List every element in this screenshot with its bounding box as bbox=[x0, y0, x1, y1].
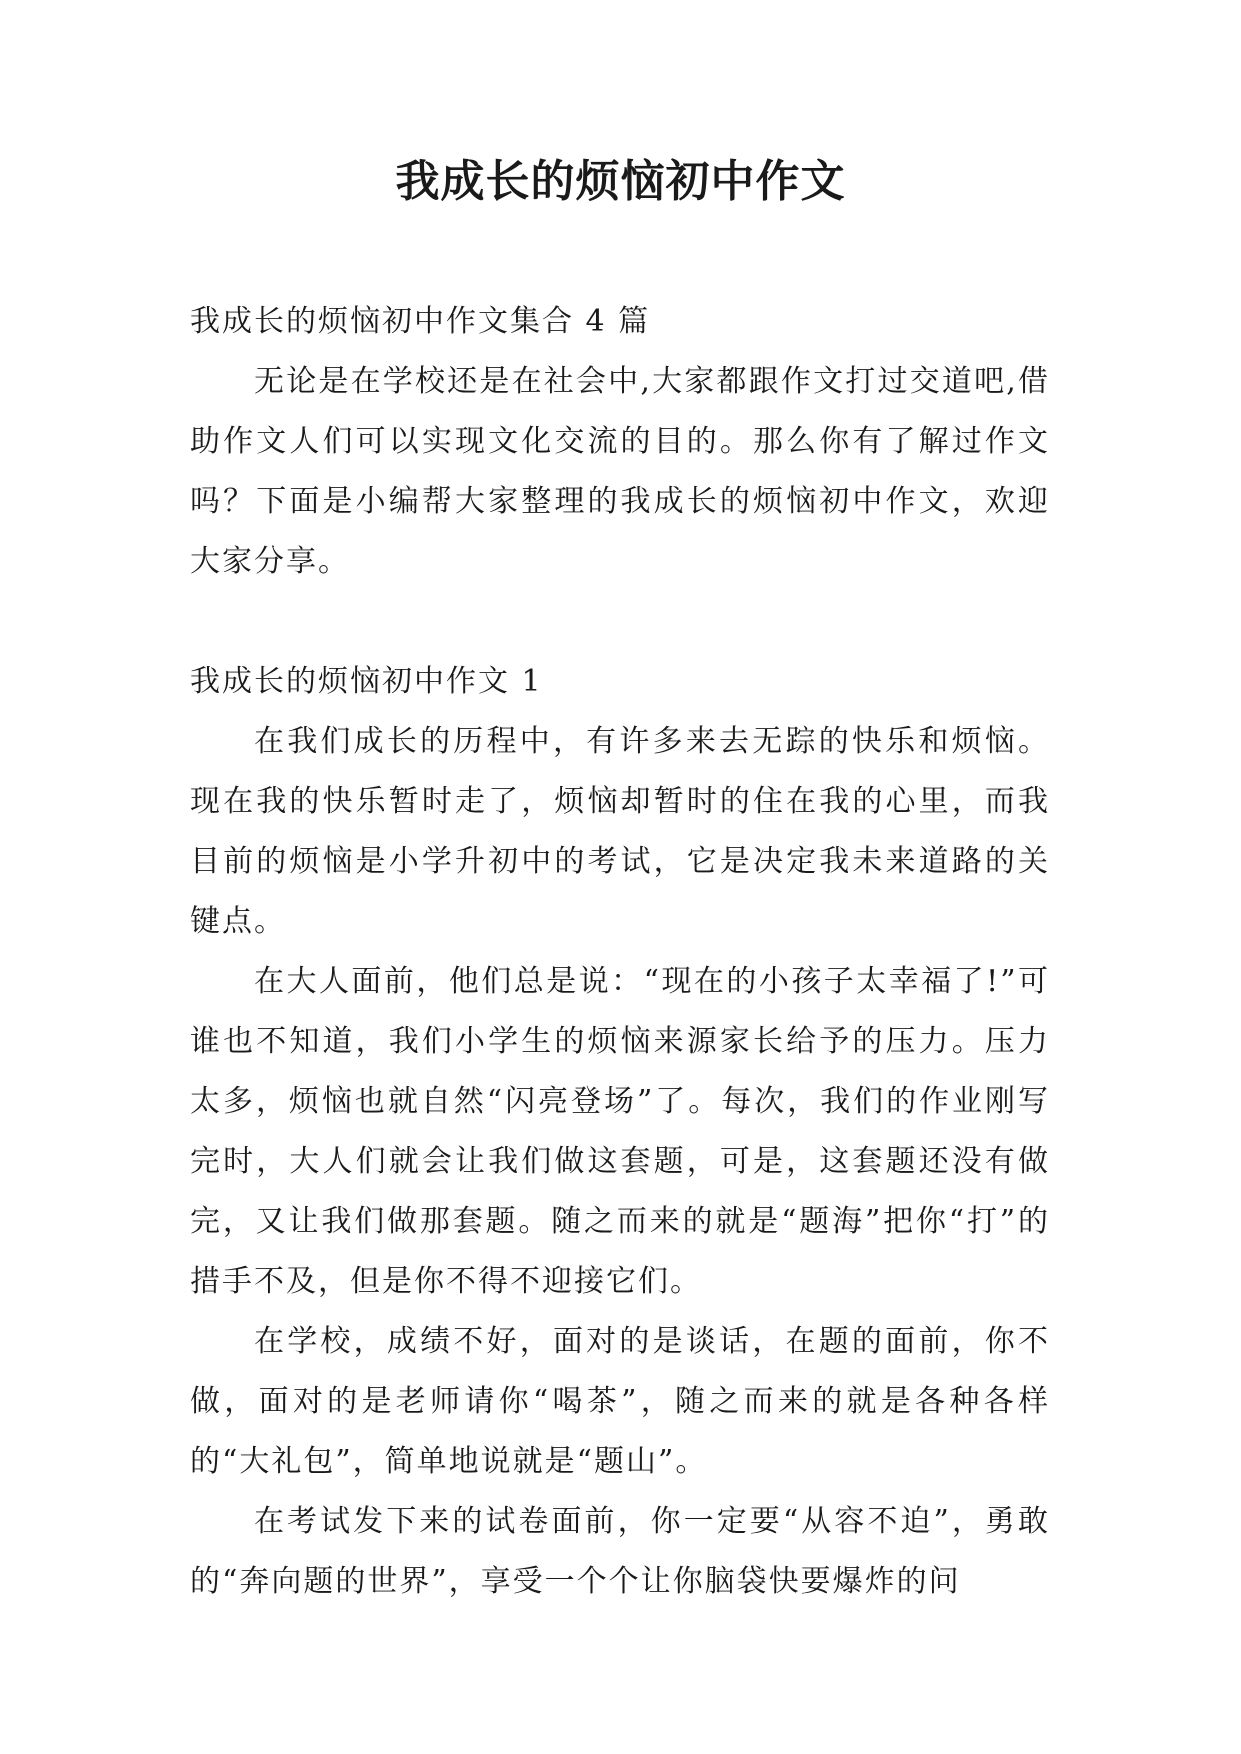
body-paragraph: 在大人面前，他们总是说：“现在的小孩子太幸福了!”可谁也不知道，我们小学生的烦恼来源家长给予的压力。压力太多，烦恼也就自然“闪亮登场”了。每次，我们的作业刚写完时，大人们就会让我们做这套题，可是，这套题还没有做完，又让我们做那套题。随之而来的就是“题海”把你“打”的措手不及，但是你不得不迎接它们。 bbox=[190, 964, 1050, 1299]
document-body bbox=[190, 292, 1050, 1612]
collection-subtitle: 我成长的烦恼初中作文集合 4 篇 bbox=[190, 304, 651, 339]
body-paragraph: 在考试发下来的试卷面前，你一定要“从容不迫”，勇敢的“奔向题的世界”，享受一个个让你脑袋快要爆炸的问 bbox=[190, 1504, 1050, 1599]
section-spacer bbox=[190, 592, 1050, 652]
body-paragraph: 在我们成长的历程中，有许多来去无踪的快乐和烦恼。现在我的快乐暂时走了，烦恼却暂时的住在我的心里，而我目前的烦恼是小学升初中的考试，它是决定我未来道路的关键点。 bbox=[190, 724, 1050, 939]
section-heading: 我成长的烦恼初中作文 1 bbox=[190, 664, 543, 699]
intro-paragraph: 无论是在学校还是在社会中,大家都跟作文打过交道吧,借助作文人们可以实现文化交流的目的。那么你有了解过作文吗？下面是小编帮大家整理的我成长的烦恼初中作文，欢迎大家分享。 bbox=[190, 364, 1050, 579]
body-paragraph: 在学校，成绩不好，面对的是谈话，在题的面前，你不做，面对的是老师请你“喝茶”，随之而来的就是各种各样的“大礼包”，简单地说就是“题山”。 bbox=[190, 1324, 1050, 1479]
page-title: 我成长的烦恼初中作文 bbox=[395, 156, 846, 207]
